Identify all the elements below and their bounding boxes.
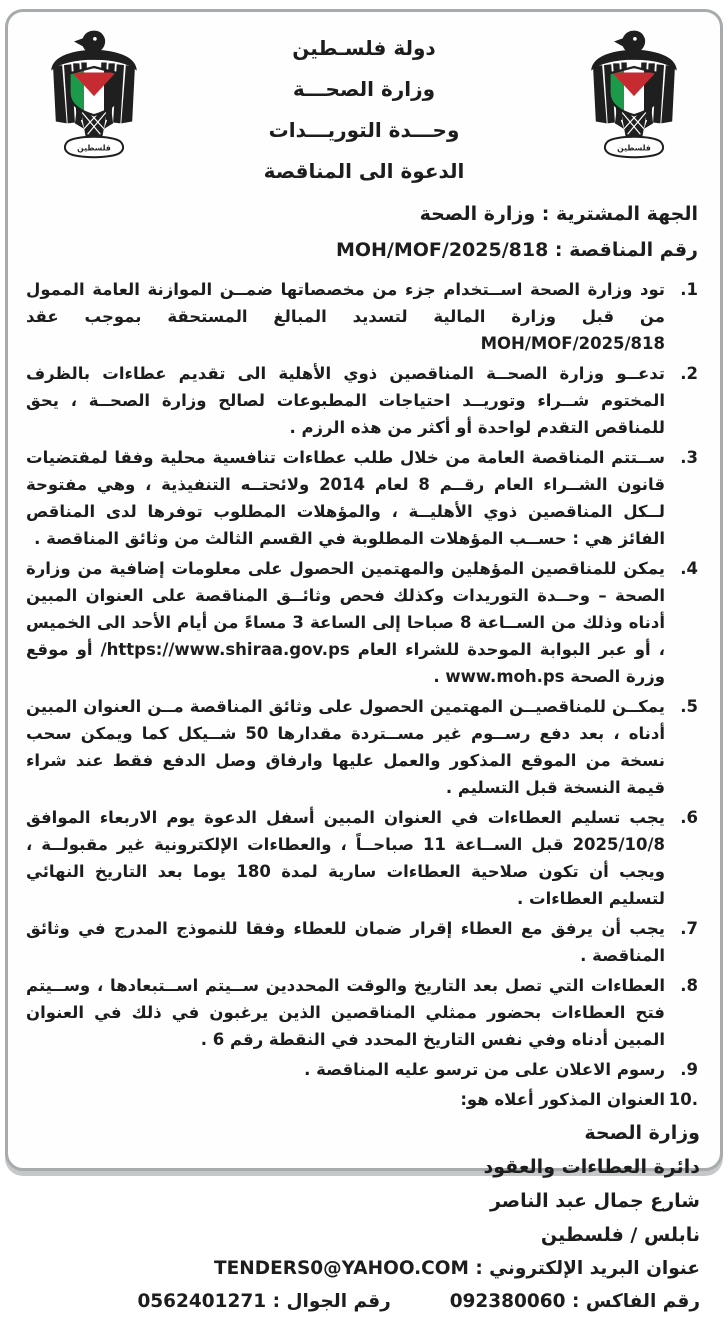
item-number: 7.	[680, 919, 698, 938]
document-header	[24, 20, 704, 194]
list-item	[26, 360, 702, 441]
item-number: 10.	[668, 1090, 698, 1109]
item-text: يجب تسليم العطاءات في العنوان المبين أسفل الدعوة يوم الاربعاء الموافق 2025/10/8 قبل الســاعة 11 صباحــاً ، والعطاءات الإلكترونية غير مقبولــة ، ويجب أن تكون صلاحية العطاءات سارية لمدة 180 يوما بعد التاريخ النهائي لتسليم العطاءات .	[26, 808, 665, 908]
item-text: العنوان المذكور أعلاه هو:	[460, 1090, 665, 1109]
emblem-scroll-text: فلسطين	[77, 143, 111, 153]
document-frame	[5, 9, 723, 1312]
email-line	[24, 1252, 704, 1285]
palestine-coat-of-arms-icon	[584, 28, 684, 166]
phone-line	[24, 1285, 704, 1318]
item-text: تدعــو وزارة الصحــة المناقصين ذوي الأهلية الى تقديم عطاءات بالظرف المختوم شــراء وتوريــد احتياجات المطبوعات لصالح وزارة الصحــة ، يحق للمناقص التقدم لواحدة أو أكثر من هذه الرزم .	[26, 364, 665, 437]
palestine-coat-of-arms-icon	[44, 28, 144, 166]
item-number: 3.	[680, 448, 698, 467]
item-text: يجب أن يرفق مع العطاء إقرار ضمان للعطاء وفقا للنموذج المدرج في وثائق المناقصة .	[26, 919, 665, 965]
list-item	[26, 444, 702, 552]
email-label: عنوان البريد الإلكتروني :	[475, 1258, 700, 1279]
item-number: 2.	[680, 364, 698, 383]
item-number: 6.	[680, 808, 698, 827]
item-text: تود وزارة الصحة اســتخدام جزء من مخصصاتها ضمــن الموازنة العامة الممول من قبل وزارة المالية لتسديد المبالغ المستحقة بموجب عقد MOH/MOF/2025/818	[26, 280, 665, 353]
list-item	[26, 693, 702, 801]
mobile-number: رقم الجوال : 0562401271	[137, 1291, 391, 1312]
item-number: 9.	[680, 1060, 698, 1079]
buyer-line: الجهة المشترية : وزارة الصحة	[419, 203, 698, 225]
item-number: 4.	[680, 559, 698, 578]
address-line-street: شارع جمال عبد الناصر	[489, 1190, 700, 1212]
list-item	[26, 972, 702, 1053]
title-invitation: الدعوة الى المناقصة	[263, 159, 465, 183]
title-ministry: وزارة الصحـــة	[292, 77, 436, 101]
list-item	[26, 804, 702, 912]
tender-meta	[24, 194, 704, 272]
list-item	[26, 555, 702, 690]
address-block	[24, 1116, 704, 1252]
address-line-ministry: وزارة الصحة	[584, 1122, 700, 1144]
list-item	[26, 276, 702, 357]
item-text: ســتتم المناقصة العامة من خلال طلب عطاءات تنافسية محلية وفقا لمقتضيات قانون الشــراء العام رقــم 8 لعام 2014 ولائحتــه التنفيذية ، وهي مفتوحة لــكل المناقصين ذوي الأهليــة ، والمؤهلات المطلوب توفرها لدى المناقص الفائز هي : حســب المؤهلات المطلوبة في القسم الثالث من وثائق المناقصة .	[26, 448, 665, 548]
address-line-city: نابلس / فلسطين	[540, 1224, 700, 1246]
list-item	[26, 1056, 702, 1083]
item-text: يمكن للمناقصين المؤهلين والمهتمين الحصول على معلومات إضافية من وزارة الصحة – وحــدة التوريدات وكذلك فحص وثائــق المناقصة على العنوان المبين أدناه وذلك من الســاعة 8 صباحا إلى الساعة 3 مساءً من أيام الأحد الى الخميس ، أو عبر البوابة الموحدة للشراء العام https://www.shiraa.gov.ps/ أو موقع وزرة الصحة www.moh.ps .	[26, 559, 665, 686]
title-state: دولة فلسـطين	[292, 36, 436, 60]
item-number: 5.	[680, 697, 698, 716]
item-number: 8.	[680, 976, 698, 995]
item-number: 1.	[680, 280, 698, 299]
email-value: TENDERS0@YAHOO.COM	[213, 1258, 469, 1279]
item-text: العطاءات التي تصل بعد التاريخ والوقت المحددين ســيتم اســتبعادها ، وســيتم فتح العطاءات بحضور ممثلي المناقصين الذين يرغبون في ذلك في العنوان المبين أدناه وفي نفس التاريخ المحدد في النقطة رقم 6 .	[26, 976, 665, 1049]
tender-number-line: رقم المناقصة : MOH/MOF/2025/818	[335, 239, 698, 261]
title-unit: وحـــدة التوريـــدات	[268, 118, 460, 142]
item-text: يمكــن للمناقصيــن المهتمين الحصول على وثائق المناقصة مــن العنوان المبين أدناه ، بعد دفع رســوم غير مســتردة مقدارها 50 شــيكل كما ويمكن سحب نسخة من الموقع المذكور والعمل عليها وارفاق وصل الدفع فقط عند شراء قيمة النسخة قبل التسليم .	[26, 697, 665, 797]
tender-conditions-list	[24, 272, 704, 1113]
item-text: رسوم الاعلان على من ترسو عليه المناقصة .	[304, 1060, 665, 1079]
address-line-department: دائرة العطاءات والعقود	[483, 1156, 700, 1178]
fax-number: رقم الفاكس : 092380060	[449, 1291, 700, 1312]
emblem-scroll-text: فلسطين	[617, 143, 651, 153]
list-item	[26, 915, 702, 969]
list-item	[26, 1086, 702, 1113]
